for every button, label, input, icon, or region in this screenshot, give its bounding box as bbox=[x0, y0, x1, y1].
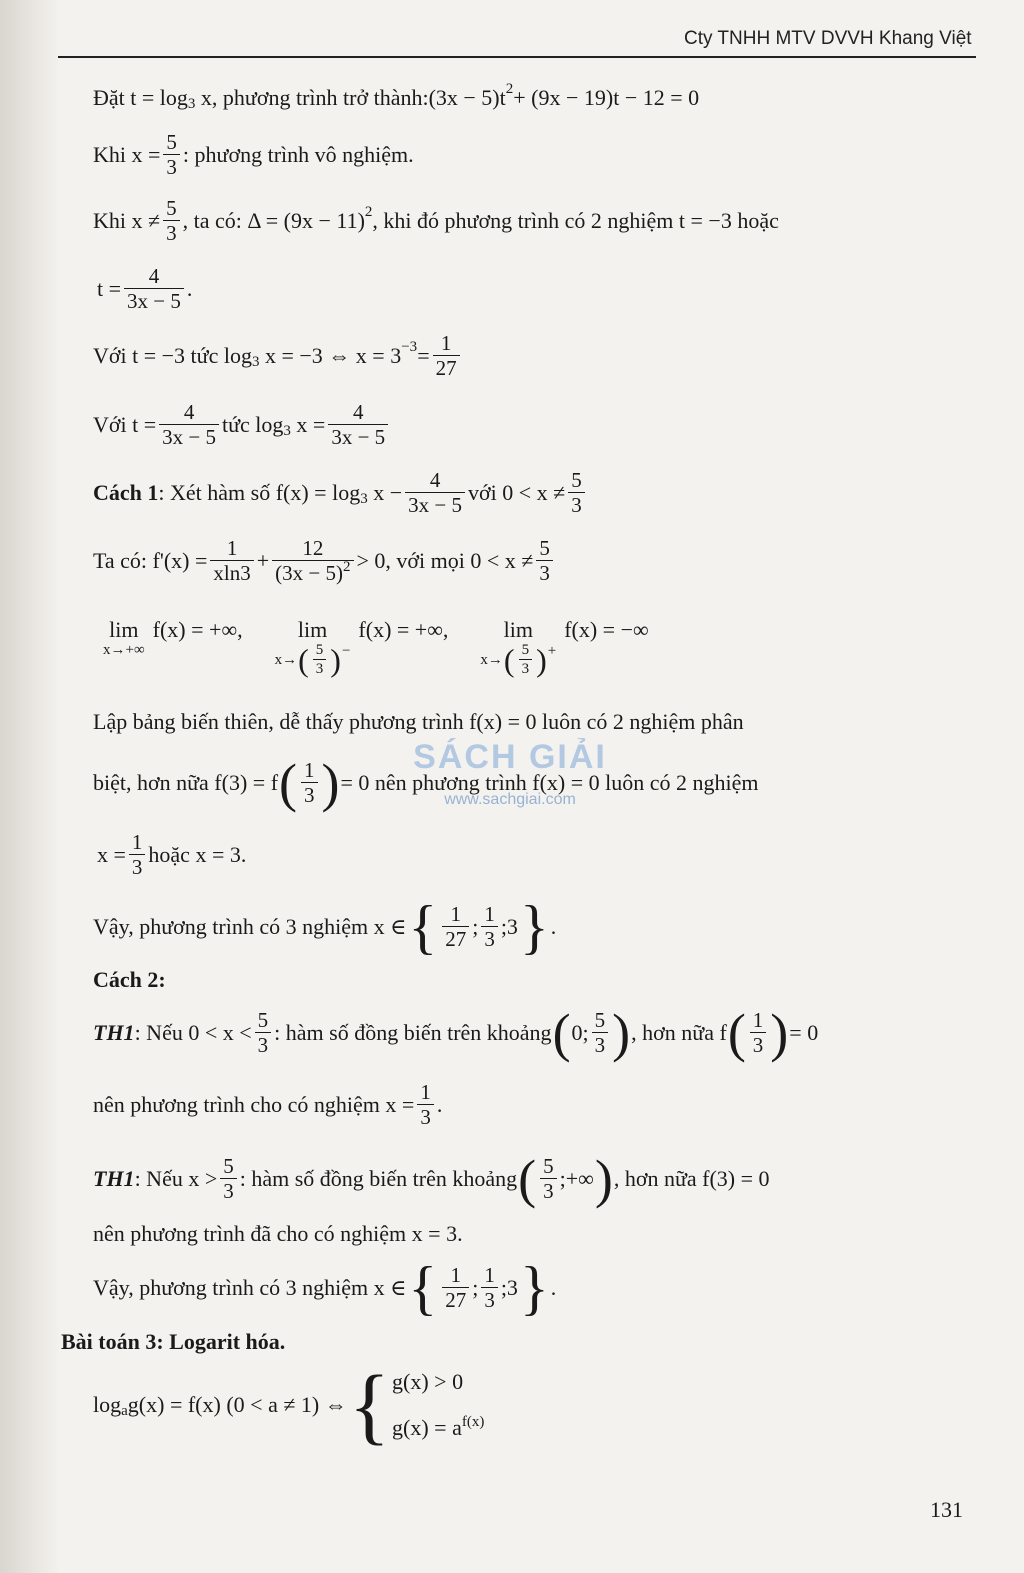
limit-5-3-left: lim x→ ( $\frac{5}{3}$ ) − bbox=[274, 617, 351, 679]
fraction: $\frac{1}{27}$ bbox=[442, 1263, 469, 1313]
fraction: $\frac{1}{3}$ bbox=[129, 830, 146, 880]
two-roots-line: biệt, hơn nữa f(3) = f ( $\frac{1}{3}$ ) = 0 nên phương trình f(x) = 0 luôn có 2 nghiệm bbox=[93, 753, 759, 813]
fraction: $\frac{5}{3}$ bbox=[163, 196, 180, 246]
problem-3-heading: Bài toán 3: Logarit hóa. bbox=[61, 1329, 286, 1354]
derivative-line: Ta có: f'(x) = $\frac{1}{xln3}$ + $\frac{12}{(3x - 5)^2}$ > 0, với mọi 0 < x ≠ $\frac{5}{3}$ bbox=[93, 536, 556, 586]
case-x-ne-5-3: Khi x ≠ $\frac{5}{3}$ , ta có: Δ = (9x − 11) 2 , khi đó phương trình có 2 nghiệm t = −3 hoặc bbox=[93, 196, 779, 246]
header-rule bbox=[58, 56, 976, 58]
substitution-line: Đặt t = log 3 x, phương trình trở thành: (3x − 5)t 2 + (9x − 19)t − 12 = 0 bbox=[93, 80, 700, 112]
running-header: Cty TNHH MTV DVVH Khang Việt bbox=[684, 28, 972, 49]
fraction: $\frac{4}{3x - 5}$ bbox=[159, 400, 219, 450]
fraction: $\frac{5}{3}$ bbox=[536, 536, 553, 586]
fraction: $\frac{1}{3}$ bbox=[750, 1008, 767, 1058]
fraction: $\frac{5}{3}$ bbox=[592, 1008, 609, 1058]
fraction: $\frac{4}{3x - 5}$ bbox=[328, 400, 388, 450]
watermark-url: www.sachgiai.com bbox=[444, 791, 576, 808]
fraction: $\frac{4}{3x - 5}$ bbox=[124, 264, 184, 314]
case-1-line: TH1 : Nếu 0 < x < $\frac{5}{3}$ : hàm số đồng biến trên khoảng ( 0; $\frac{5}{3}$ ) , hơn nữa f ( $\frac{1}{3}$ ) = 0 bbox=[93, 1003, 819, 1063]
logarithm-system: log a g(x) = f(x) (0 < a ≠ 1) ⇔ { g(x) > 0 $g(x) = a^{f(x)}$ bbox=[93, 1357, 485, 1453]
fraction: $\frac{5}{3}$ bbox=[568, 468, 585, 518]
fraction: $\frac{1}{3}$ bbox=[417, 1080, 434, 1130]
fraction: $\frac{12}{(3x - 5)^2}$ bbox=[272, 536, 353, 586]
watermark-logo: SÁCH GIẢI bbox=[413, 738, 607, 776]
method-2-heading: Cách 2: bbox=[93, 967, 166, 992]
system-condition-1: g(x) > 0 bbox=[392, 1368, 464, 1394]
page-number: 131 bbox=[930, 1497, 963, 1522]
case-x-eq-5-3: Khi x = $\frac{5}{3}$ : phương trình vô nghiệm. bbox=[93, 130, 414, 180]
case-2-conclusion: nên phương trình đã cho có nghiệm x = 3. bbox=[93, 1221, 463, 1246]
limits-line: lim x→+∞ f(x) = +∞, lim x→ ( $\frac{5}{3}$ ) − f(x) = +∞, lim x→ ( $\frac{5}{3}$ ) + f(x) = −∞ bbox=[103, 617, 649, 679]
fraction: $\frac{1}{27}$ bbox=[433, 331, 460, 381]
fraction: $\frac{1}{3}$ bbox=[481, 1263, 498, 1313]
root-t-formula: t = $\frac{4}{3x - 5}$ . bbox=[97, 264, 193, 314]
fraction: $\frac{1}{27}$ bbox=[442, 902, 469, 952]
system-condition-2: $g(x) = a^{f(x)}$ bbox=[392, 1414, 485, 1440]
watermark bbox=[410, 738, 610, 828]
fraction: $\frac{1}{3}$ bbox=[301, 758, 318, 808]
fraction: $\frac{5}{3}$ bbox=[540, 1154, 557, 1204]
case-t-general: Với t = $\frac{4}{3x - 5}$ tức log 3 x = $\frac{4}{3x - 5}$ bbox=[93, 400, 391, 450]
variation-table-line: Lập bảng biến thiên, dễ thấy phương trình f(x) = 0 luôn có 2 nghiệm phân bbox=[93, 709, 744, 734]
fraction: $\frac{1}{3}$ bbox=[481, 902, 498, 952]
fraction: $\frac{5}{3}$ bbox=[255, 1008, 272, 1058]
method-1-line: Cách 1 : Xét hàm số f(x) = log 3 x − $\frac{4}{3x - 5}$ với 0 < x ≠ $\frac{5}{3}$ bbox=[93, 468, 588, 518]
fraction: $\frac{4}{3x - 5}$ bbox=[405, 468, 465, 518]
limit-plus-infinity: lim x→+∞ bbox=[103, 617, 145, 659]
conclusion-method-2: Vậy, phương trình có 3 nghiệm x ∈ { $\frac{1}{27}$ ; $\frac{1}{3}$ ;3 } . bbox=[93, 1255, 557, 1321]
conclusion-method-1: Vậy, phương trình có 3 nghiệm x ∈ { $\frac{1}{27}$ ; $\frac{1}{3}$ ;3 } . bbox=[93, 894, 557, 960]
case-2-line: TH1 : Nếu x > $\frac{5}{3}$ : hàm số đồng biến trên khoảng ( $\frac{5}{3}$ ;+∞ ) , hơn nữa f(3) = 0 bbox=[93, 1149, 770, 1209]
case-t-minus-3: Với t = −3 tức log 3 x = −3 ⇔ x = 3 −3 = $\frac{1}{27}$ bbox=[93, 331, 463, 381]
fraction: $\frac{1}{xln3}$ bbox=[210, 536, 253, 586]
fraction: $\frac{5}{3}$ bbox=[163, 130, 180, 180]
case-1-conclusion: nên phương trình cho có nghiệm x = $\frac{1}{3}$ . bbox=[93, 1080, 443, 1130]
roots-values: x = $\frac{1}{3}$ hoặc x = 3. bbox=[97, 830, 247, 880]
limit-5-3-right: lim x→ ( $\frac{5}{3}$ ) + bbox=[480, 617, 557, 679]
fraction: $\frac{5}{3}$ bbox=[220, 1154, 237, 1204]
page-shadow bbox=[0, 0, 60, 1573]
